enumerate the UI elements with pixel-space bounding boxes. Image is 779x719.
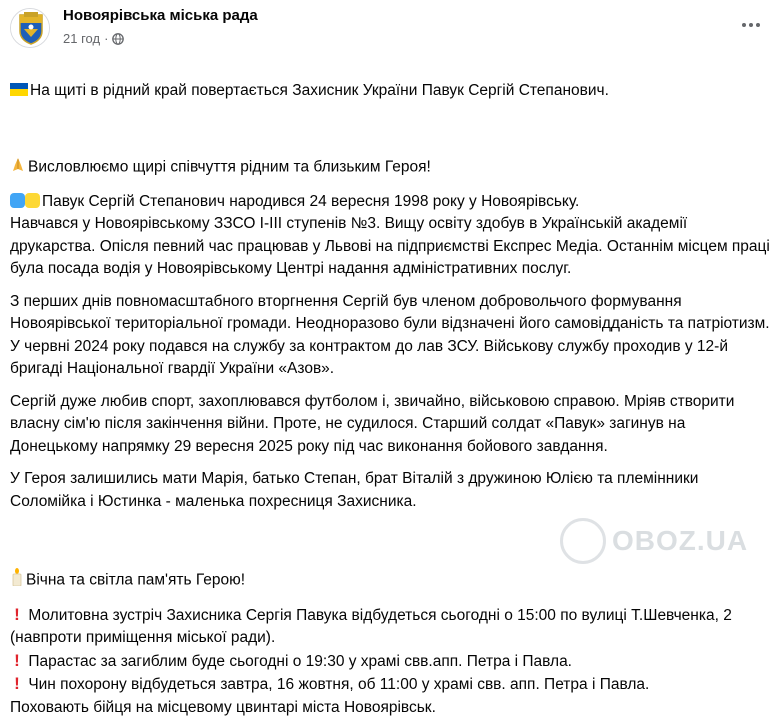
paragraph-11: Поховають бійця на місцевому цвинтарі міста Новоярівськ. [10, 697, 775, 719]
yellow-square-icon [25, 193, 40, 208]
watermark-logo-icon [560, 518, 606, 564]
paragraph-7: Вічна та світла пам'ять Герою! [10, 523, 775, 594]
paragraph-6: У Героя залишились мати Марія, батько Степан, брат Віталій з дружиною Юлією та племінники Соломійка і Юстинка - маленька похресниця Захисника. [10, 468, 775, 513]
globe-icon[interactable] [112, 33, 124, 45]
red-exclamation-icon: ! [10, 650, 24, 673]
watermark [560, 518, 748, 564]
more-options-icon[interactable] [733, 7, 769, 43]
folded-hands-icon [10, 135, 26, 181]
post-body [10, 57, 775, 719]
watermark-text: OBOZ.UA [612, 525, 748, 557]
candle-icon [10, 546, 24, 594]
paragraph-8: ! Молитовна зустріч Захисника Сергія Павука відбудеться сьогодні о 15:00 по вулиці Т.Шевченка, 2 (навпроти приміщення міської ради). [10, 604, 775, 650]
red-exclamation-icon: ! [10, 604, 24, 627]
meta-separator: · [104, 31, 108, 46]
post-meta [63, 31, 124, 46]
paragraph-1: На щиті в рідний край повертається Захисник України Павук Сергій Степанович. [10, 57, 775, 102]
page-avatar[interactable] [10, 8, 50, 48]
paragraph-9: ! Парастас за загиблим буде сьогодні о 19:30 у храмі свв.апп. Петра і Павла. [10, 650, 775, 674]
paragraph-4: З перших днів повномасштабного вторгнення Сергій був членом добровольчого формування Новоярівської територіальної громади. Неодноразово були відзначені його самовідданість та патріотизм. У червні 2024 року подався на службу за контрактом до лав ЗСУ. Військову службу проходив у 12-й бригаді Національної гвардії України «Азов». [10, 291, 775, 381]
coat-of-arms-icon [11, 9, 50, 48]
red-exclamation-icon: ! [10, 673, 24, 696]
blue-square-icon [10, 193, 25, 208]
post-timestamp[interactable]: 21 год [63, 31, 100, 46]
post-header [0, 0, 779, 56]
paragraph-2: Висловлюємо щирі співчуття рідним та близьким Героя! [10, 112, 775, 181]
paragraph-10: ! Чин похорону відбудеться завтра, 16 жовтня, об 11:00 у храмі свв. апп. Петра і Павла. [10, 673, 775, 697]
ukraine-flag-icon [10, 83, 28, 96]
paragraph-3: Павук Сергій Степанович народився 24 вересня 1998 року у Новоярівську. Навчався у Новоярівському ЗЗСО І-ІІІ ступенів №3. Вищу освіту здобув в Українській академії друкарства. Опісля певний час працював у Львові на підприємстві Експрес Медіа. Останнім місцем праці була посада водія у Новоярівському Центрі надання адміністративних послуг. [10, 191, 775, 281]
page-name-link[interactable]: Новоярівська міська рада [63, 7, 258, 24]
paragraph-5: Сергій дуже любив спорт, захоплювався футболом і, звичайно, військовою справою. Мріяв створити власну сім'ю після закінчення війни. Проте, не судилося. Старший солдат «Павук» загинув на Донецькому напрямку 29 вересня 2025 року під час виконання бойового завдання. [10, 391, 775, 459]
